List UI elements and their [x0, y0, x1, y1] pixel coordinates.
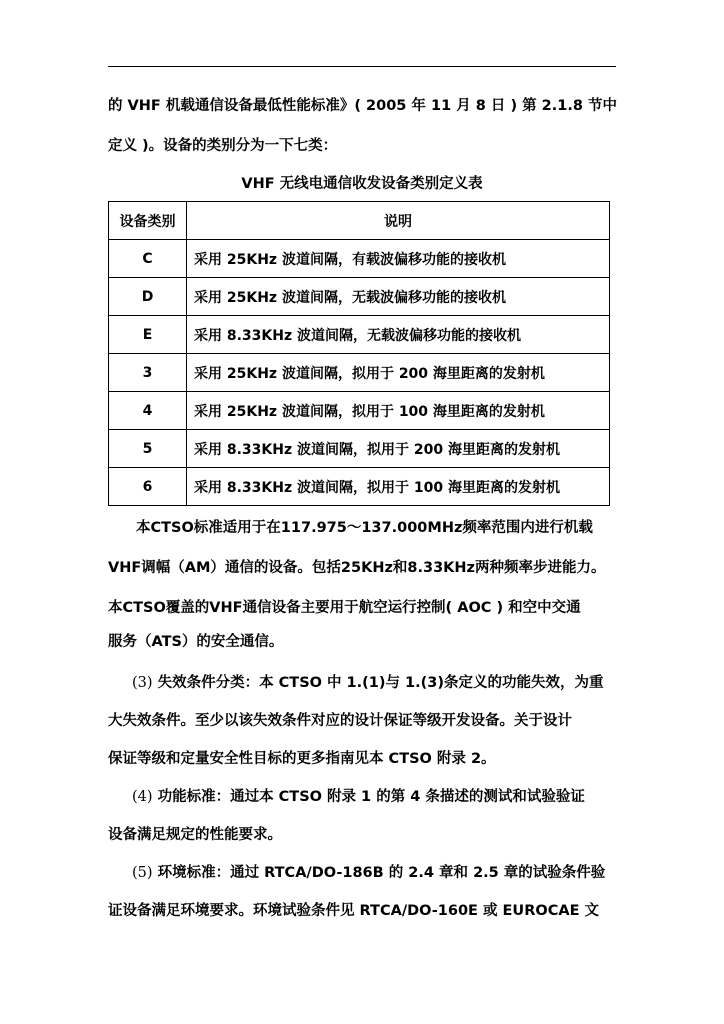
para5-line-1: [132, 863, 616, 883]
table-row: [109, 278, 610, 316]
scope-line-3: 本CTSO覆盖的VHF通信设备主要用于航空运行控制( AOC ) 和空中交通: [108, 600, 581, 616]
row-code: 5: [109, 430, 187, 468]
para3-text: 失效条件分类：本 CTSO 中 1.(1)与 1.(3)条定义的功能失效，为重: [157, 675, 604, 691]
row-description: 采用 8.33KHz 波道间隔，拟用于 200 海里距离的发射机: [187, 430, 610, 468]
row-description: 采用 8.33KHz 波道间隔，拟用于 100 海里距离的发射机: [187, 468, 610, 506]
para5-text: 环境标准：通过 RTCA/DO-186B 的 2.4 章和 2.5 章的试验条件验: [157, 865, 606, 881]
header-rule: [108, 66, 616, 67]
row-code: 4: [109, 392, 187, 430]
scope-line-4: 服务（ATS）的安全通信。: [108, 634, 284, 650]
row-description: 采用 25KHz 波道间隔，无载波偏移功能的接收机: [187, 278, 610, 316]
para3-marker: (3): [132, 675, 153, 691]
row-code: 3: [109, 354, 187, 392]
para4-marker: (4): [132, 789, 153, 805]
equipment-category-table: [108, 201, 610, 506]
table-row: [109, 430, 610, 468]
table-row: [109, 316, 610, 354]
row-description: 采用 25KHz 波道间隔，拟用于 100 海里距离的发射机: [187, 392, 610, 430]
para4-line-1: [132, 787, 616, 807]
table-row: [109, 392, 610, 430]
table-row: [109, 354, 610, 392]
para3-line-3: 保证等级和定量安全性目标的更多指南见本 CTSO 附录 2。: [108, 751, 496, 767]
scope-line-2: VHF调幅（AM）通信的设备。包括25KHz和8.33KHz两种频率步进能力。: [108, 560, 606, 576]
row-code: C: [109, 240, 187, 278]
para5-line-2: 证设备满足环境要求。环境试验条件见 RTCA/DO-160E 或 EUROCAE 文: [108, 903, 600, 919]
row-description: 采用 25KHz 波道间隔，拟用于 200 海里距离的发射机: [187, 354, 610, 392]
para4-text: 功能标准：通过本 CTSO 附录 1 的第 4 条描述的测试和试验验证: [157, 789, 585, 805]
row-code: 6: [109, 468, 187, 506]
intro-line-1: 的 VHF 机载通信设备最低性能标准》( 2005 年 11 月 8 日 ) 第 2.1.8 节中: [108, 98, 617, 114]
row-description: 采用 8.33KHz 波道间隔，无载波偏移功能的接收机: [187, 316, 610, 354]
para3-line-1: [132, 673, 616, 693]
row-description: 采用 25KHz 波道间隔，有载波偏移功能的接收机: [187, 240, 610, 278]
para4-line-2: 设备满足规定的性能要求。: [108, 827, 282, 843]
table-row: [109, 240, 610, 278]
table-header-row: [109, 202, 610, 240]
header-description: 说明: [187, 202, 610, 240]
header-category: 设备类别: [109, 202, 187, 240]
row-code: D: [109, 278, 187, 316]
table-row: [109, 468, 610, 506]
para3-line-2: 大失效条件。至少以该失效条件对应的设计保证等级开发设备。关于设计: [108, 713, 572, 729]
row-code: E: [109, 316, 187, 354]
table-caption: VHF 无线电通信收发设备类别定义表: [241, 176, 483, 192]
intro-line-2: 定义 )。设备的类别分为一下七类：: [108, 138, 338, 154]
scope-line-1: 本CTSO标准适用于在117.975～137.000MHz频率范围内进行机载: [136, 520, 593, 536]
para5-marker: (5): [132, 865, 153, 881]
